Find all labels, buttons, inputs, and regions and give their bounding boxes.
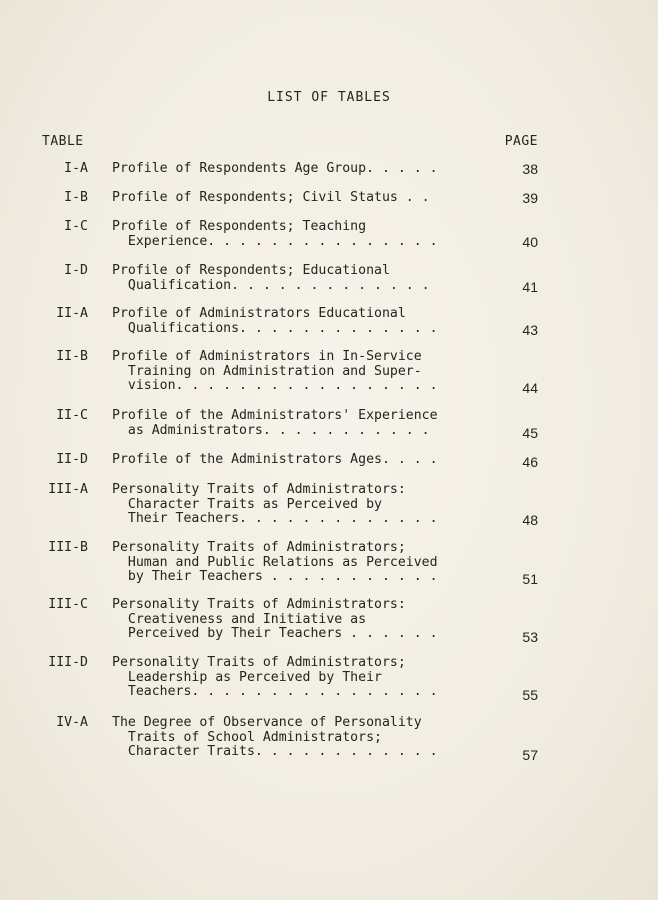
- caption-line: Personality Traits of Administrators:: [112, 482, 406, 497]
- table-number: III-B: [48, 540, 88, 555]
- page-number: 45: [522, 425, 538, 441]
- table-number: I-C: [64, 219, 88, 234]
- caption-line: Personality Traits of Administrators;: [112, 655, 406, 670]
- caption-line: Experience. . . . . . . . . . . . . . .: [112, 233, 438, 249]
- caption-line: Creativeness and Initiative as: [112, 611, 367, 627]
- table-caption: [112, 264, 494, 293]
- table-caption: [112, 409, 494, 438]
- page-number: 41: [522, 279, 538, 295]
- caption-line: Profile of Respondents; Teaching: [112, 219, 367, 234]
- page-number: 39: [522, 190, 538, 206]
- table-caption: [112, 483, 494, 527]
- page-number: 43: [522, 322, 538, 338]
- caption-line: Leadership as Perceived by Their: [112, 669, 382, 685]
- page-number: 40: [522, 234, 538, 250]
- table-caption: [112, 716, 494, 760]
- table-caption: [112, 656, 494, 700]
- caption-line: Their Teachers. . . . . . . . . . . . .: [112, 511, 438, 526]
- caption-line: Training on Administration and Super-: [112, 363, 422, 379]
- caption-line: Human and Public Relations as Perceived: [112, 554, 438, 570]
- caption-line: Perceived by Their Teachers . . . . . .: [112, 626, 438, 641]
- caption-line: Profile of Respondents; Civil Status . .: [112, 190, 430, 205]
- table-number: III-D: [48, 655, 88, 670]
- page-number: 38: [522, 161, 538, 177]
- table-caption: [112, 307, 494, 336]
- table-number: IV-A: [56, 715, 88, 730]
- caption-line: Profile of Respondents Age Group. . . . .: [112, 161, 438, 176]
- table-caption: [112, 453, 494, 468]
- table-number: I-A: [64, 161, 88, 176]
- table-number: II-B: [56, 349, 88, 364]
- table-number: III-C: [48, 597, 88, 612]
- caption-line: Qualifications. . . . . . . . . . . . .: [112, 320, 438, 336]
- page-column-header: PAGE: [504, 134, 538, 149]
- table-caption: [112, 350, 494, 394]
- table-number: II-D: [56, 452, 88, 467]
- table-number: II-C: [56, 408, 88, 423]
- caption-line: Profile of Administrators in In-Service: [112, 349, 422, 364]
- page-number: 57: [522, 747, 538, 763]
- page-number: 44: [522, 380, 538, 396]
- table-number: III-A: [48, 482, 88, 497]
- caption-line: Personality Traits of Administrators;: [112, 540, 406, 555]
- table-caption: [112, 541, 494, 585]
- page-title: LIST OF TABLES: [267, 90, 391, 105]
- caption-line: as Administrators. . . . . . . . . . .: [112, 422, 430, 438]
- caption-line: Qualification. . . . . . . . . . . . .: [112, 277, 430, 293]
- table-caption: [112, 191, 494, 206]
- caption-line: Profile of the Administrators' Experience: [112, 408, 438, 423]
- table-number: I-B: [64, 190, 88, 205]
- page-number: 55: [522, 687, 538, 703]
- table-number: II-A: [56, 306, 88, 321]
- table-column-header: TABLE: [42, 134, 84, 149]
- table-caption: [112, 162, 494, 177]
- page-number: 51: [522, 571, 538, 587]
- caption-line: Profile of the Administrators Ages. . . .: [112, 452, 438, 467]
- caption-line: by Their Teachers . . . . . . . . . . .: [112, 569, 438, 584]
- table-caption: [112, 598, 494, 642]
- caption-line: Profile of Administrators Educational: [112, 306, 406, 321]
- page-number: 48: [522, 512, 538, 528]
- page-number: 53: [522, 629, 538, 645]
- caption-line: Character Traits as Perceived by: [112, 496, 382, 512]
- caption-line: The Degree of Observance of Personality: [112, 715, 422, 730]
- caption-line: Traits of School Administrators;: [112, 729, 382, 745]
- table-number: I-D: [64, 263, 88, 278]
- page-number: 46: [522, 454, 538, 470]
- caption-line: Teachers. . . . . . . . . . . . . . . .: [112, 684, 438, 699]
- table-caption: [112, 220, 494, 249]
- caption-line: vision. . . . . . . . . . . . . . . . .: [112, 378, 438, 393]
- caption-line: Profile of Respondents; Educational: [112, 263, 390, 278]
- caption-line: Personality Traits of Administrators:: [112, 597, 406, 612]
- caption-line: Character Traits. . . . . . . . . . . .: [112, 744, 438, 759]
